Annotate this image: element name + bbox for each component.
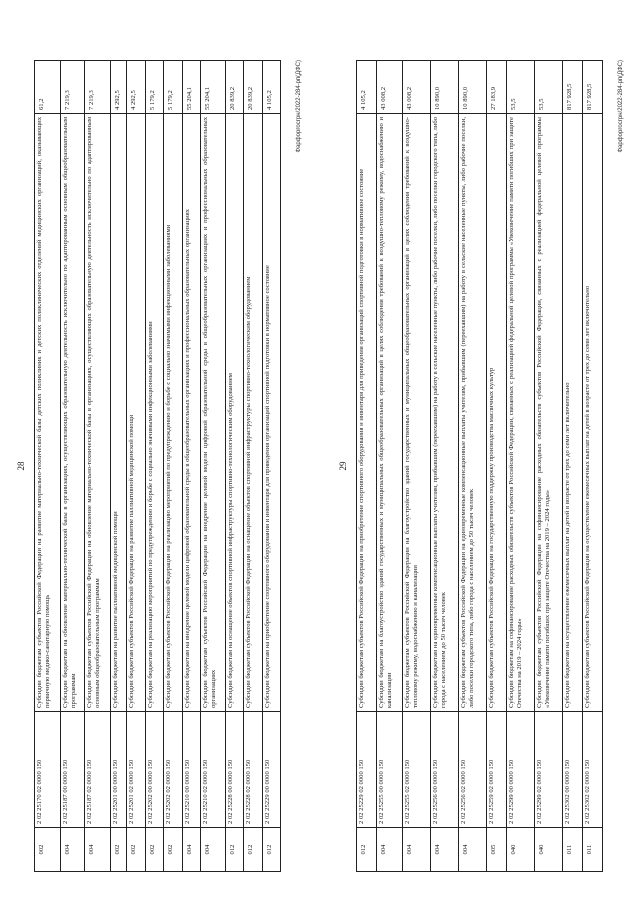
- admin-code-cell: 004: [85, 828, 110, 872]
- revenue-name-cell: Субсидии бюджетам на реализацию мероприятий по предупреждению и борьбе с социально значимыми инфекционными заболеваниями: [146, 114, 163, 712]
- table-row: [357, 60, 377, 872]
- table-row: [164, 60, 182, 872]
- budget-code-cell: 2 02 25259 02 0000 150: [487, 712, 506, 828]
- amount-cell: 20 839,2: [226, 60, 243, 114]
- budget-code-cell: 2 02 25228 00 0000 150: [226, 712, 243, 828]
- amount-cell: 61,2: [35, 60, 60, 114]
- amount-cell: 817 928,5: [583, 60, 602, 114]
- budget-code-cell: 2 02 25256 02 0000 150: [459, 712, 486, 828]
- amount-cell: 5 179,2: [146, 60, 163, 114]
- admin-code-cell: 004: [61, 828, 84, 872]
- admin-code-cell: 002: [111, 828, 126, 872]
- amount-cell: 10 890,0: [459, 60, 486, 114]
- budget-code-cell: 2 02 25170 02 0000 150: [35, 712, 60, 828]
- revenue-name-cell: Субсидии бюджетам субъектов Российской Федерации на развитие паллиативной медицинской помощи: [127, 114, 144, 712]
- revenue-name-cell: Субсидии бюджетам на осуществление ежемесячных выплат на детей в возрасте от трех до семи лет включительно: [563, 114, 582, 712]
- table-row: [563, 60, 583, 872]
- budget-code-cell: 2 02 25202 00 0000 150: [146, 712, 163, 828]
- budget-code-cell: 2 02 25255 00 0000 150: [377, 712, 402, 828]
- revenue-name-cell: Субсидии бюджетам субъектов Российской Федерации на благоустройство зданий государственных и муниципальных общеобразовательных организаций в целях соблюдения требований к воздушно-тепловому режиму, водоснабжению и канализации: [403, 114, 430, 712]
- table-row: [507, 60, 535, 872]
- amount-cell: 43 008,2: [377, 60, 402, 114]
- budget-code-cell: 2 02 25187 02 0000 150: [85, 712, 110, 828]
- amount-cell: 7 219,3: [85, 60, 110, 114]
- admin-code-cell: 011: [583, 828, 602, 872]
- amount-cell: 5 179,2: [164, 60, 181, 114]
- revenue-name-cell: Субсидии бюджетам субъектов Российской Федерации на софинансирование расходных обязательств субъектов Российской Федерации, связанных с реализацией федеральной целевой программы «Увековечение памяти погибших при защите Отечества на 2019 – 2024 годы»: [535, 114, 562, 712]
- revenue-name-cell: Субсидии бюджетам субъектов Российской Федерации на внедрение целевой модели цифровой образовательной среды в общеобразовательных организациях и профессиональных образовательных организациях: [201, 114, 224, 712]
- amount-cell: 817 928,5: [563, 60, 582, 114]
- amount-cell: 53,5: [535, 60, 562, 114]
- revenue-name-cell: Субсидии бюджетам субъектов Российской Федерации на оснащение объектов спортивной инфраструктуры спортивно-технологическим оборудованием: [244, 114, 261, 712]
- table-row: [431, 60, 459, 872]
- table-row: [127, 60, 145, 872]
- revenue-name-cell: Субсидии бюджетам на благоустройство зданий государственных и муниципальных общеобразовательных организаций в целях соблюдения требований к воздушно-тепловому режиму, водоснабжению и канализации: [377, 114, 402, 712]
- amount-cell: 4 105,2: [357, 60, 376, 114]
- admin-code-cell: 004: [459, 828, 486, 872]
- admin-code-cell: 040: [535, 828, 562, 872]
- admin-code-cell: 040: [507, 828, 534, 872]
- table-row: [85, 60, 111, 872]
- revenue-name-cell: Субсидии бюджетам субъектов Российской Федерации на единовременные компенсационные выплаты учителям, прибывшим (переехавшим) на работу в сельские населенные пункты, либо рабочие поселки, либо поселки городского типа, либо города с населением до 50 тысяч человек: [459, 114, 486, 712]
- table-row: [35, 60, 61, 872]
- admin-code-cell: 004: [201, 828, 224, 872]
- revenue-name-cell: Субсидии бюджетам субъектов Российской Федерации на развитие материально-технической базы детских поликлиник и детских поликлинических отделений медицинских организаций, оказывающих первичную медико-санитарную помощь: [35, 114, 60, 712]
- admin-code-cell: 004: [431, 828, 458, 872]
- table-row: [183, 60, 201, 872]
- amount-cell: 53,5: [507, 60, 534, 114]
- budget-code-cell: 2 02 25229 02 0000 150: [357, 712, 376, 828]
- admin-code-cell: 002: [35, 828, 60, 872]
- budget-code-cell: 2 02 25201 00 0000 150: [111, 712, 126, 828]
- amount-cell: 7 219,3: [61, 60, 84, 114]
- amount-cell: 4 292,5: [127, 60, 144, 114]
- admin-code-cell: 002: [146, 828, 163, 872]
- budget-code-cell: 2 02 25299 02 0000 150: [535, 712, 562, 828]
- amount-cell: 55 204,1: [201, 60, 224, 114]
- admin-code-cell: 002: [164, 828, 181, 872]
- budget-code-cell: 2 02 25302 02 0000 150: [583, 712, 602, 828]
- page-footer: Фарфоргосгрн/2022-284-рп(ДФС): [618, 60, 624, 153]
- revenue-name-cell: Субсидии бюджетам субъектов Российской Федерации на реализацию мероприятий по предупреждению и борьбе с социально значимыми инфекционными заболеваниями: [164, 114, 181, 712]
- budget-code-cell: 2 02 25302 00 0000 150: [563, 712, 582, 828]
- admin-code-cell: 004: [183, 828, 200, 872]
- revenue-name-cell: Субсидии бюджетам субъектов Российской Федерации на приобретение спортивного оборудования и инвентаря для приведения организаций спортивной подготовки в нормативное состояние: [357, 114, 376, 712]
- revenue-name-cell: Субсидии бюджетам субъектов Российской Федерации на обновление материально-технической базы в организациях, осуществляющих образовательную деятельность исключительно по адаптированным основным общеобразовательным программам: [85, 114, 110, 712]
- table-row: [226, 60, 244, 872]
- revenue-table: [356, 60, 603, 872]
- amount-cell: 4 292,5: [111, 60, 126, 114]
- amount-cell: 43 008,2: [403, 60, 430, 114]
- revenue-name-cell: Субсидии бюджетам на оснащение объектов спортивной инфраструктуры спортивно-технологическим оборудованием: [226, 114, 243, 712]
- page-number: 29: [338, 461, 348, 471]
- budget-code-cell: 2 02 25255 02 0000 150: [403, 712, 430, 828]
- page-number: 28: [16, 461, 26, 471]
- table-row: [535, 60, 563, 872]
- table-row: [403, 60, 431, 872]
- amount-cell: 4 105,2: [263, 60, 280, 114]
- admin-code-cell: 012: [244, 828, 261, 872]
- admin-code-cell: 012: [226, 828, 243, 872]
- budget-code-cell: 2 02 25256 00 0000 150: [431, 712, 458, 828]
- budget-code-cell: 2 02 25299 00 0000 150: [507, 712, 534, 828]
- table-row: [263, 60, 281, 872]
- revenue-name-cell: Субсидии бюджетам субъектов Российской Федерации на осуществление ежемесячных выплат на детей в возрасте от трех до семи лет включительно: [583, 114, 602, 712]
- revenue-name-cell: Субсидии бюджетам на приобретение спортивного оборудования и инвентаря для приведения организаций спортивной подготовки в нормативное состояние: [263, 114, 280, 712]
- revenue-name-cell: Субсидии бюджетам на софинансирование расходных обязательств субъектов Российской Федерации, связанных с реализацией федеральной целевой программы «Увековечение памяти погибших при защите Отечества на 2019 – 2024 годы»: [507, 114, 534, 712]
- revenue-name-cell: Субсидии бюджетам субъектов Российской Федерации на государственную поддержку производства масличных культур: [487, 114, 506, 712]
- table-row: [201, 60, 225, 872]
- page-footer: Фарфоргосгрн/2022-284-рп(ДФС): [296, 60, 302, 153]
- budget-code-cell: 2 02 25210 00 0000 150: [183, 712, 200, 828]
- table-row: [111, 60, 127, 872]
- revenue-name-cell: Субсидии бюджетам на развитие паллиативной медицинской помощи: [111, 114, 126, 712]
- admin-code-cell: 005: [487, 828, 506, 872]
- table-row: [377, 60, 403, 872]
- admin-code-cell: 004: [403, 828, 430, 872]
- table-row: [459, 60, 487, 872]
- table-row: [61, 60, 85, 872]
- page-28: [8, 44, 308, 888]
- amount-cell: 55 204,1: [183, 60, 200, 114]
- budget-code-cell: 2 02 25201 02 0000 150: [127, 712, 144, 828]
- page-29: [330, 44, 630, 888]
- admin-code-cell: 012: [357, 828, 376, 872]
- amount-cell: 27 183,9: [487, 60, 506, 114]
- budget-code-cell: 2 02 25228 02 0000 150: [244, 712, 261, 828]
- table-row: [583, 60, 603, 872]
- admin-code-cell: 011: [563, 828, 582, 872]
- admin-code-cell: 012: [263, 828, 280, 872]
- budget-code-cell: 2 02 25210 02 0000 150: [201, 712, 224, 828]
- revenue-name-cell: Субсидии бюджетам на обновление материально-технической базы в организациях, осуществляющих образовательную деятельность исключительно по адаптированным основным общеобразовательным программам: [61, 114, 84, 712]
- budget-code-cell: 2 02 25202 02 0000 150: [164, 712, 181, 828]
- amount-cell: 10 890,0: [431, 60, 458, 114]
- revenue-name-cell: Субсидии бюджетам на внедрение целевой модели цифровой образовательной среды в общеобразовательных организациях и профессиональных образовательных организациях: [183, 114, 200, 712]
- table-row: [146, 60, 164, 872]
- revenue-table: [34, 60, 281, 872]
- amount-cell: 20 839,2: [244, 60, 261, 114]
- table-row: [244, 60, 262, 872]
- table-row: [487, 60, 507, 872]
- admin-code-cell: 004: [377, 828, 402, 872]
- budget-code-cell: 2 02 25187 00 0000 150: [61, 712, 84, 828]
- revenue-name-cell: Субсидии бюджетам на единовременные компенсационные выплаты учителям, прибывшим (переехавшим) на работу в сельские населенные пункты, либо рабочие поселки, либо поселки городского типа, либо города с населением до 50 тысяч человек: [431, 114, 458, 712]
- budget-code-cell: 2 02 25229 00 0000 150: [263, 712, 280, 828]
- admin-code-cell: 002: [127, 828, 144, 872]
